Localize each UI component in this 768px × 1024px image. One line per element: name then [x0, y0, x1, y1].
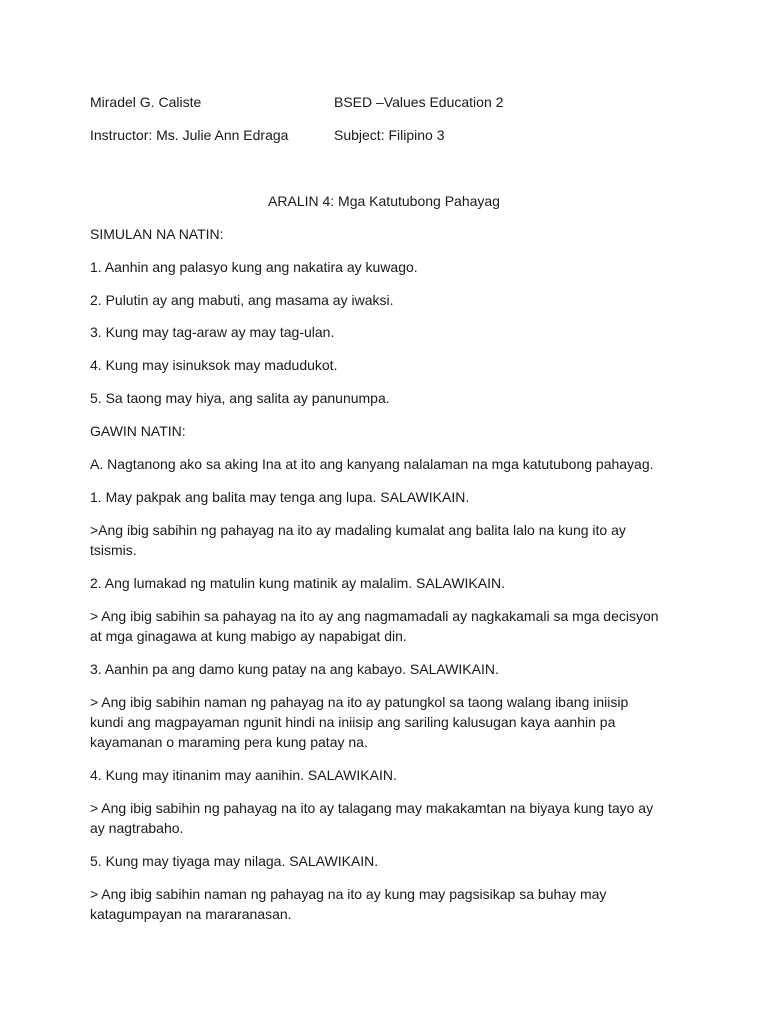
- simulan-item-4: 4. Kung may isinuksok may madudukot.: [90, 357, 338, 373]
- simulan-item-3: 3. Kung may tag-araw ay may tag-ulan.: [90, 324, 335, 340]
- simulan-item-1: 1. Aanhin ang palasyo kung ang nakatira ay kuwago.: [90, 259, 418, 275]
- entry-1-meaning-line-2: tsismis.: [90, 542, 137, 558]
- simulan-item-2: 2. Pulutin ay ang mabuti, ang masama ay iwaksi.: [90, 292, 394, 308]
- entry-5-meaning-line-2: katagumpayan na mararanasan.: [90, 906, 292, 922]
- gawin-intro: A. Nagtanong ako sa aking Ina at ito ang kanyang nalalaman na mga katutubong pahayag.: [90, 456, 654, 472]
- entry-5-meaning-line-1: > Ang ibig sabihin naman ng pahayag na ito ay kung may pagsisikap sa buhay may: [90, 886, 607, 902]
- entry-3-saying: 3. Aanhin pa ang damo kung patay na ang kabayo. SALAWIKAIN.: [90, 661, 499, 677]
- gawin-heading: GAWIN NATIN:: [90, 423, 186, 439]
- course-label: BSED –Values Education 2: [334, 94, 504, 110]
- subject-label: Subject: Filipino 3: [334, 127, 445, 143]
- entry-4-meaning-line-2: ay nagtrabaho.: [90, 820, 184, 836]
- entry-1-meaning-line-1: >Ang ibig sabihin ng pahayag na ito ay madaling kumalat ang balita lalo na kung ito ay: [90, 522, 626, 538]
- entry-2-meaning-line-1: > Ang ibig sabihin sa pahayag na ito ay ang nagmamadali ay nagkakamali sa mga decisyon: [90, 608, 659, 624]
- entry-2-meaning-line-2: at mga ginagawa at kung mabigo ay napabigat din.: [90, 628, 407, 644]
- entry-4-meaning-line-1: > Ang ibig sabihin ng pahayag na ito ay talagang may makakamtan na biyaya kung tayo ay: [90, 800, 654, 816]
- student-name: Miradel G. Caliste: [90, 94, 202, 110]
- entry-5-saying: 5. Kung may tiyaga may nilaga. SALAWIKAIN.: [90, 853, 379, 869]
- lesson-title: ARALIN 4: Mga Katutubong Pahayag: [268, 193, 500, 209]
- entry-3-meaning-line-3: kayamanan o maraming pera kung patay na.: [90, 734, 368, 750]
- instructor-label: Instructor: Ms. Julie Ann Edraga: [90, 127, 289, 143]
- entry-2-saying: 2. Ang lumakad ng matulin kung matinik ay malalim. SALAWIKAIN.: [90, 575, 505, 591]
- entry-3-meaning-line-1: > Ang ibig sabihin naman ng pahayag na ito ay patungkol sa taong walang ibang iniisip: [90, 694, 629, 710]
- entry-4-saying: 4. Kung may itinanim may aanihin. SALAWIKAIN.: [90, 767, 397, 783]
- entry-1-saying: 1. May pakpak ang balita may tenga ang lupa. SALAWIKAIN.: [90, 489, 470, 505]
- entry-3-meaning-line-2: kundi ang magpayaman ngunit hindi na iniisip ang sariling kalusugan kaya aanhin pa: [90, 714, 616, 730]
- simulan-heading: SIMULAN NA NATIN:: [90, 226, 224, 242]
- simulan-item-5: 5. Sa taong may hiya, ang salita ay panunumpa.: [90, 390, 390, 406]
